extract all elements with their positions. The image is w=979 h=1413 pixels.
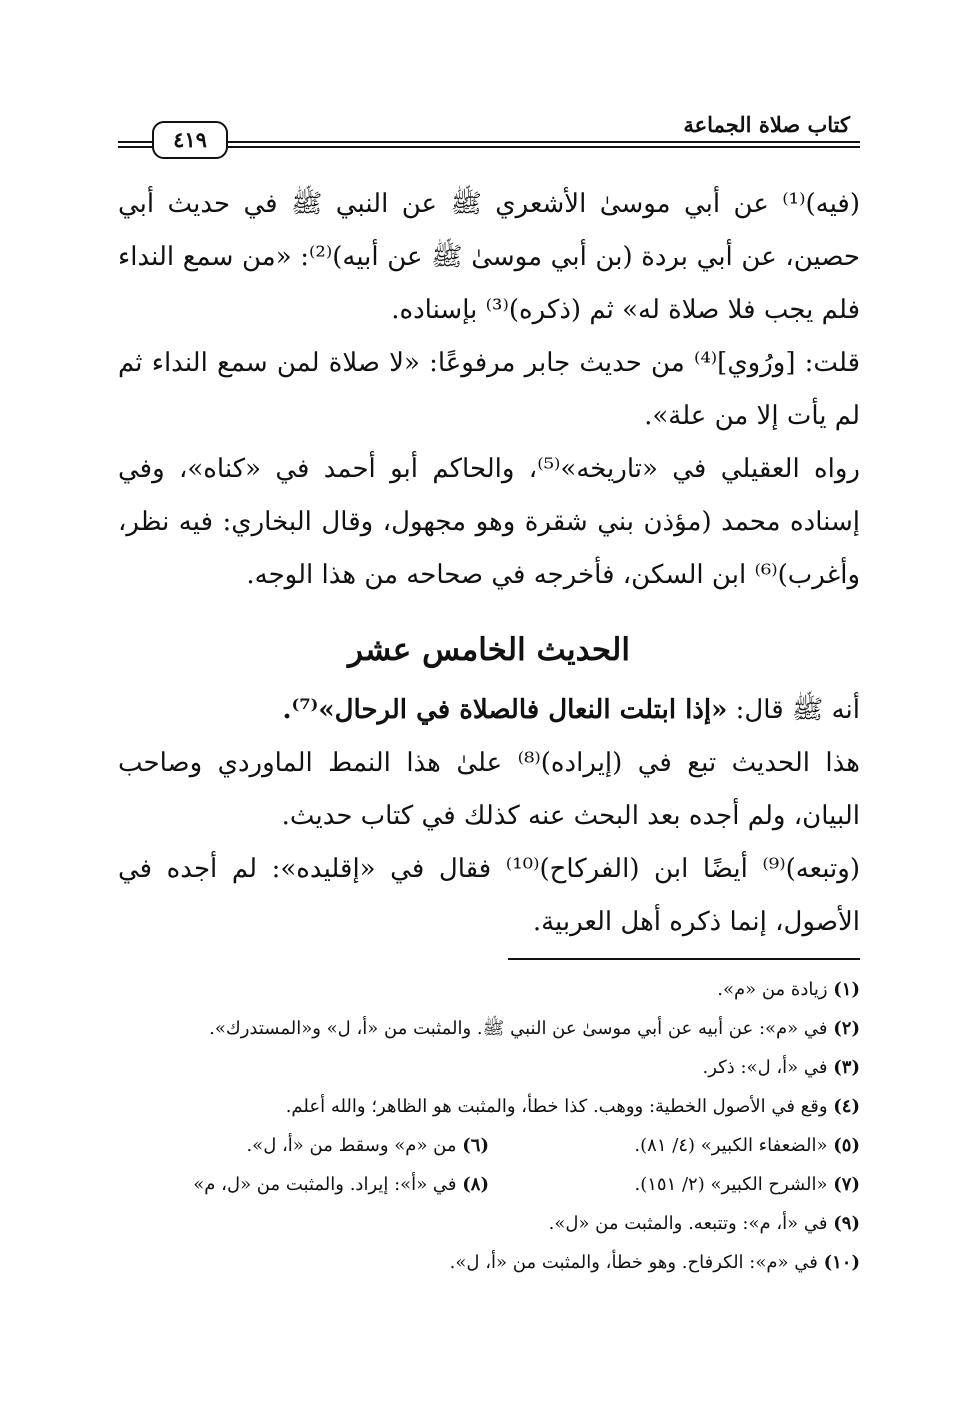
hadith-quote: «إذا ابتلت النعال فالصلاة في الرحال»⁽⁷⁾. <box>282 695 728 725</box>
footnote-number: (٧) <box>833 1174 860 1195</box>
footnote-text: في «أ، م»: وتتبعه. والمثبت من «ل». <box>548 1213 828 1234</box>
footnote-text: في «م»: عن أبيه عن أبي موسىٰ عن النبي ﷺ. والمثبت من «أ، ل» و«المستدرك». <box>209 1018 828 1039</box>
footnote-text: في «أ، ل»: ذكر. <box>702 1057 828 1078</box>
footnote-text: من «م» وسقط من «أ، ل». <box>246 1135 457 1156</box>
footnote-text: «الشرح الكبير» (٢/ ١٥١). <box>634 1174 828 1195</box>
footnote-number: (٦) <box>462 1135 489 1156</box>
footnote-number: (٢) <box>833 1018 860 1039</box>
section-heading: الحديث الخامس عشر <box>348 632 630 668</box>
footnote-text: في «م»: الكرفاح. وهو خطأ، والمثبت من «أ، ل». <box>449 1252 818 1273</box>
footnote-number: (١٠) <box>823 1252 860 1273</box>
running-title: كتاب صلاة الجماعة <box>683 112 850 137</box>
footnote-number: (٩) <box>833 1213 860 1234</box>
footnote-number: (١) <box>833 979 860 1000</box>
footnote-separator <box>508 958 860 960</box>
page-header <box>118 100 860 160</box>
paragraph: قلت: [ورُوي]⁽⁴⁾ من حديث جابر مرفوعًا: «لا صلاة لمن سمع النداء ثم لم يأت إلا من علة». <box>118 348 861 431</box>
footnote <box>118 1009 860 1048</box>
header-rule <box>118 141 860 143</box>
footnote <box>118 1087 860 1126</box>
footnote <box>118 1048 860 1087</box>
footnote-number: (٣) <box>833 1057 860 1078</box>
footnote <box>489 1126 860 1165</box>
footnote-text: في «أ»: إيراد. والمثبت من «ل، م» <box>193 1174 457 1195</box>
footnote-number: (٤) <box>833 1096 860 1117</box>
paragraph: هذا الحديث تبع في (إيراده)⁽⁸⁾ علىٰ هذا النمط الماوردي وصاحب البيان، ولم أجده بعد البحث عنه كذلك في كتاب حديث. <box>118 748 860 831</box>
header-rule <box>118 146 860 148</box>
footnote-number: (٥) <box>833 1135 860 1156</box>
footnotes <box>118 970 860 1282</box>
paragraph: (وتبعه)⁽⁹⁾ أيضًا ابن (الفركاح)⁽¹⁰⁾ فقال في «إقليده»: لم أجده في الأصول، إنما ذكره أهل العربية. <box>118 854 860 937</box>
footnote-text: «الضعفاء الكبير» (٤/ ٨١). <box>634 1135 828 1156</box>
hadith-intro: أنه ﷺ قال: <box>727 695 860 725</box>
footnote-text: زيادة من «م». <box>717 979 828 1000</box>
footnote <box>118 1243 860 1282</box>
paragraph: رواه العقيلي في «تاريخه»⁽⁵⁾، والحاكم أبو أحمد في «كناه»، وفي إسناده محمد (مؤذن بني شقرة وهو مجهول، وقال البخاري: فيه نظر، وأغرب)⁽⁶⁾ ابن السكن، فأخرجه في صحاحه من هذا الوجه. <box>118 454 860 590</box>
paragraph: (فيه)⁽¹⁾ عن أبي موسىٰ الأشعري ﷺ عن النبي ﷺ في حديث أبي حصين، عن أبي بردة (بن أبي موسىٰ ﷺ عن أبيه)⁽²⁾: «من سمع النداء فلم يجب فلا صلاة له» ثم (ذكره)⁽³⁾ بإسناده. <box>118 189 860 325</box>
footnote-row <box>118 1165 860 1204</box>
footnote <box>118 970 860 1009</box>
page-number: ٤١٩ <box>152 121 228 159</box>
footnote <box>118 1204 860 1243</box>
footnote <box>118 1126 489 1165</box>
footnote <box>118 1165 489 1204</box>
footnote-number: (٨) <box>462 1174 489 1195</box>
footnote <box>489 1165 860 1204</box>
main-text <box>118 178 860 949</box>
footnote-text: وقع في الأصول الخطية: ووهب. كذا خطأ، والمثبت هو الظاهر؛ والله أعلم. <box>285 1096 828 1117</box>
paragraph <box>118 684 860 737</box>
footnote-row <box>118 1126 860 1165</box>
